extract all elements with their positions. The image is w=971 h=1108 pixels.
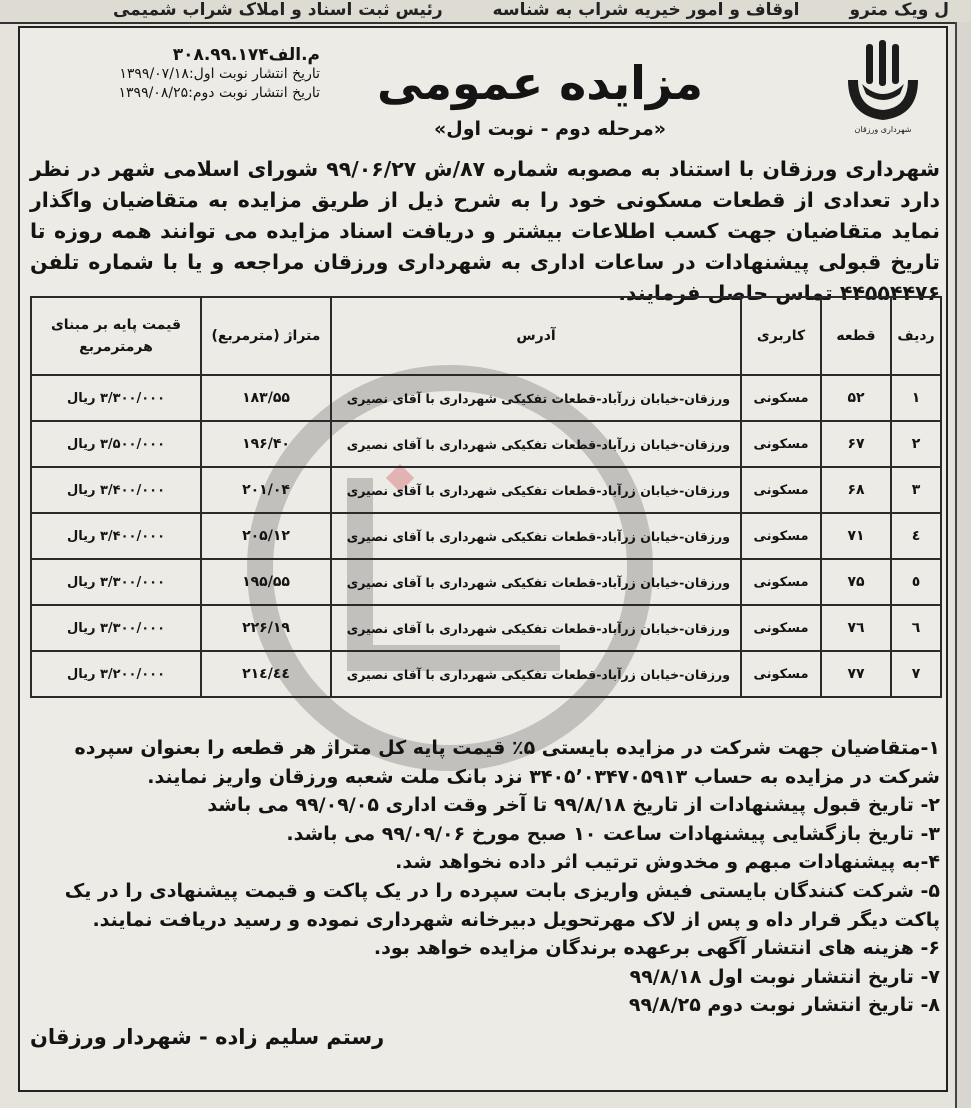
condition-item: ۲- تاریخ قبول پیشنهادات از تاریخ ۹۹/۸/۱۸ تا آخر وقت اداری ۹۹/۰۹/۰۵ می باشد	[207, 794, 940, 817]
col-header-row: ردیف	[891, 297, 941, 375]
cell-lot: ۶۷	[821, 421, 891, 467]
cell-address: ورزقان-خیابان زرآباد-قطعات تفکیکی شهرداری با آقای نصیری	[331, 467, 741, 513]
newspaper-top-strip	[0, 0, 971, 24]
table-header-row	[31, 297, 941, 375]
cell-price: ۳/۳۰۰/۰۰۰ ریال	[31, 375, 201, 421]
cell-lot: ۷۱	[821, 513, 891, 559]
col-header-usage: کاربری	[741, 297, 821, 375]
cell-usage: مسکونی	[741, 467, 821, 513]
cell-row: ۱	[891, 375, 941, 421]
cell-address: ورزقان-خیابان زرآباد-قطعات تفکیکی شهرداری با آقای نصیری	[331, 421, 741, 467]
adjacent-column-edge	[955, 22, 971, 1108]
cell-usage: مسکونی	[741, 513, 821, 559]
intro-paragraph: شهرداری ورزقان با استناد به مصوبه شماره ۸۷/ش ۹۹/۰۶/۲۷ شورای اسلامی شهر در نظر دارد تعدادی از قطعات مسکونی خود را به شرح ذیل از طریق مزایده به متقاضیان واگذار نماید متقاضیان جهت کسب اطلاعات بیشتر و دریافت اسناد مزایده می توانند همه روزه تا تاریخ قبولی پیشنهادات در ساعات اداری به شهرداری ورزقان مراجعه و یا با شماره تلفن ۴۴۵۵۴۴۷۶ تماس حاصل فرمایند.	[30, 157, 940, 305]
second-publication-date	[30, 84, 320, 103]
cell-area: ۱۹۶/۴۰	[201, 421, 331, 467]
second-pub-value: ۱۳۹۹/۰۸/۲۵	[118, 85, 189, 101]
first-pub-label: تاریخ انتشار نوبت اول:	[188, 66, 320, 82]
cell-address: ورزقان-خیابان زرآباد-قطعات تفکیکی شهرداری با آقای نصیری	[331, 375, 741, 421]
cell-address: ورزقان-خیابان زرآباد-قطعات تفکیکی شهرداری با آقای نصیری	[331, 651, 741, 697]
cell-row: ۳	[891, 467, 941, 513]
col-header-lot: قطعه	[821, 297, 891, 375]
cell-area: ۲۰۵/۱۲	[201, 513, 331, 559]
cell-area: ۱۹۵/۵۵	[201, 559, 331, 605]
table-row	[31, 421, 941, 467]
second-pub-label: تاریخ انتشار نوبت دوم:	[188, 85, 320, 101]
cell-row: ٦	[891, 605, 941, 651]
first-pub-value: ۱۳۹۹/۰۷/۱۸	[119, 66, 189, 82]
cell-usage: مسکونی	[741, 605, 821, 651]
cell-area: ۲۲۶/۱۹	[201, 605, 331, 651]
cell-lot: ۷۵	[821, 559, 891, 605]
cell-area: ۲۱٤/٤٤	[201, 651, 331, 697]
top-strip-item: رئیس ثبت اسناد و املاک شراب شمیمی	[112, 0, 443, 20]
col-header-address: آدرس	[331, 297, 741, 375]
first-publication-date	[30, 65, 320, 84]
condition-item: ۳- تاریخ بازگشایی پیشنهادات ساعت ۱۰ صبح مورخ ۹۹/۰۹/۰۶ می باشد.	[286, 822, 940, 845]
cell-usage: مسکونی	[741, 559, 821, 605]
cell-address: ورزقان-خیابان زرآباد-قطعات تفکیکی شهرداری با آقای نصیری	[331, 559, 741, 605]
cell-lot: ۷۷	[821, 651, 891, 697]
col-header-price: قیمت پایه بر مبنای هرمترمربع	[31, 297, 201, 375]
cell-price: ۳/۳۰۰/۰۰۰ ریال	[31, 559, 201, 605]
cell-row: ٥	[891, 559, 941, 605]
cell-usage: مسکونی	[741, 421, 821, 467]
table-row	[31, 467, 941, 513]
cell-address: ورزقان-خیابان زرآباد-قطعات تفکیکی شهرداری با آقای نصیری	[331, 605, 741, 651]
cell-lot: ۶۸	[821, 467, 891, 513]
cell-address: ورزقان-خیابان زرآباد-قطعات تفکیکی شهرداری با آقای نصیری	[331, 513, 741, 559]
table-row	[31, 605, 941, 651]
cell-usage: مسکونی	[741, 375, 821, 421]
col-header-area: متراژ (مترمربع)	[201, 297, 331, 375]
cell-row: ۲	[891, 421, 941, 467]
conditions-list	[30, 734, 940, 1020]
condition-item: ۴-به پیشنهادات مبهم و مخدوش ترتیب اثر داده نخواهد شد.	[395, 851, 940, 874]
table-row	[31, 513, 941, 559]
logo-caption: شهرداری ورزقان	[854, 125, 912, 134]
condition-item: ۷- تاریخ انتشار نوبت اول ۹۹/۸/۱۸	[629, 965, 940, 988]
municipality-logo	[842, 40, 924, 144]
reference-number: م.الف۳۰۸.۹۹.۱۷۴	[172, 45, 320, 65]
notice-stage: «مرحله دوم - نوبت اول»	[433, 118, 667, 140]
cell-price: ۳/۳۰۰/۰۰۰ ریال	[31, 605, 201, 651]
condition-item: ۸- تاریخ انتشار نوبت دوم ۹۹/۸/۲۵	[628, 994, 940, 1017]
table-row	[31, 375, 941, 421]
signature: رستم سلیم زاده - شهردار ورزقان	[30, 1025, 385, 1049]
cell-area: ۱۸۳/۵۵	[201, 375, 331, 421]
table-row	[31, 651, 941, 697]
cell-price: ۳/۴۰۰/۰۰۰ ریال	[31, 513, 201, 559]
cell-row: ۷	[891, 651, 941, 697]
condition-item: ۶- هزینه های انتشار آگهی برعهده برندگان مزایده خواهد بود.	[373, 937, 940, 960]
cell-price: ۳/۵۰۰/۰۰۰ ریال	[31, 421, 201, 467]
top-strip-item: ل ویک مترو	[849, 0, 949, 20]
cell-price: ۳/۴۰۰/۰۰۰ ریال	[31, 467, 201, 513]
table-row	[31, 559, 941, 605]
cell-price: ۳/۲۰۰/۰۰۰ ریال	[31, 651, 201, 697]
cell-usage: مسکونی	[741, 651, 821, 697]
condition-item: ۱-متقاضیان جهت شرکت در مزایده بایستی ۵٪ قیمت پایه کل متراژ هر قطعه را بعنوان سپرده شرکت در مزایده به حساب ۳۴۰۵٬۰۳۴۷۰۵۹۱۳ نزد بانک ملت شعبه ورزقان واریز نمایند.	[74, 737, 940, 788]
cell-row: ٤	[891, 513, 941, 559]
top-strip-item: اوقاف و امور خیریه شراب به شناسه	[492, 0, 800, 20]
reference-block	[30, 46, 320, 103]
cell-area: ۲۰۱/۰۴	[201, 467, 331, 513]
cell-lot: ۵۲	[821, 375, 891, 421]
condition-item: ۵- شرکت کنندگان بایستی فیش واریزی بابت سپرده را در یک پاکت و قیمت پیشنهادی را در یک پاکت دیگر قرار داه و پس از لاک مهرتحویل دبیرخانه شهرداری نموده و رسید دریافت نمایند.	[64, 879, 940, 931]
auction-notice	[18, 26, 948, 1092]
notice-title: مزایده عمومی	[377, 56, 703, 110]
cell-lot: ۷٦	[821, 605, 891, 651]
lots-table	[30, 296, 942, 698]
